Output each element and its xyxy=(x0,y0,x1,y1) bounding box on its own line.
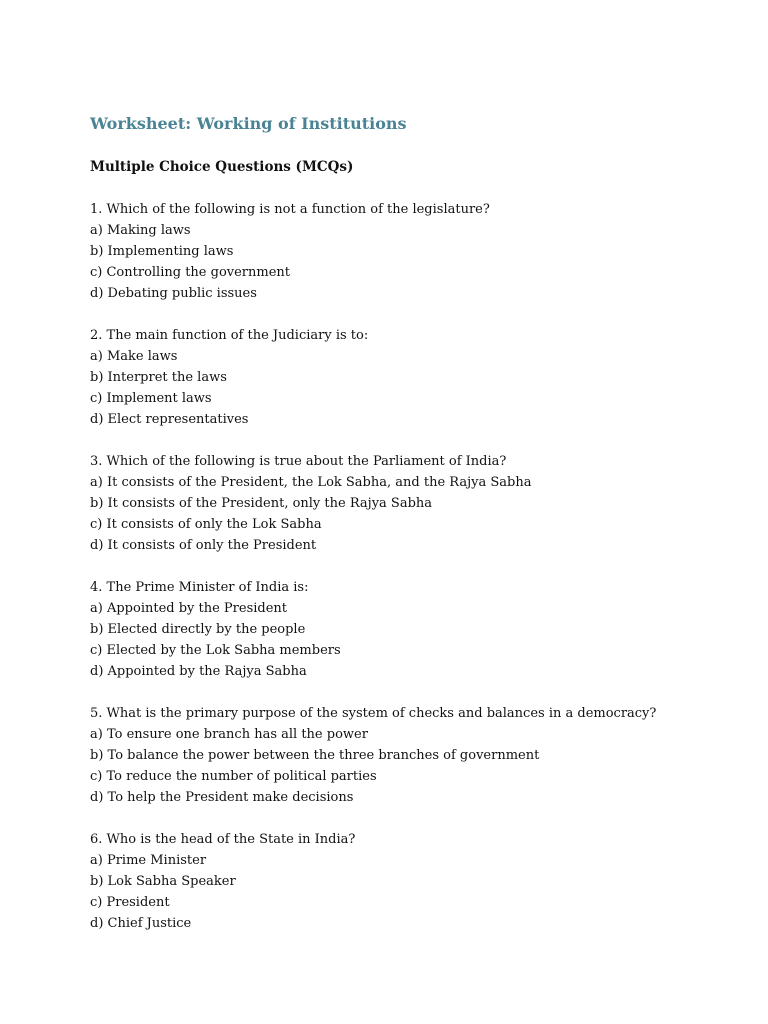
answer-option: a) Make laws xyxy=(90,349,178,364)
answer-option: d) Debating public issues xyxy=(90,286,257,301)
question-text: 2. The main function of the Judiciary is to: xyxy=(90,328,369,343)
answer-option: c) Controlling the government xyxy=(90,265,291,280)
answer-option: d) Appointed by the Rajya Sabha xyxy=(90,664,307,679)
answer-option: b) Lok Sabha Speaker xyxy=(90,874,236,889)
answer-option: c) President xyxy=(90,895,170,910)
answer-option: b) To balance the power between the three branches of government xyxy=(90,748,540,763)
answer-option: a) Prime Minister xyxy=(90,853,207,868)
answer-option: b) Implementing laws xyxy=(90,244,234,259)
question-block xyxy=(90,829,710,934)
worksheet-content xyxy=(90,112,710,934)
question-text: 1. Which of the following is not a function of the legislature? xyxy=(90,202,490,217)
answer-option: c) Implement laws xyxy=(90,391,212,406)
question-block xyxy=(90,199,710,304)
question-text: 6. Who is the head of the State in India? xyxy=(90,832,356,847)
answer-option: a) It consists of the President, the Lok Sabha, and the Rajya Sabha xyxy=(90,475,532,490)
question-block xyxy=(90,703,710,808)
worksheet-title: Worksheet: Working of Institutions xyxy=(90,114,407,133)
answer-option: a) Making laws xyxy=(90,223,191,238)
answer-option: b) Elected directly by the people xyxy=(90,622,306,637)
question-text: 5. What is the primary purpose of the system of checks and balances in a democracy? xyxy=(90,706,657,721)
question-block xyxy=(90,451,710,556)
question-text: 4. The Prime Minister of India is: xyxy=(90,580,309,595)
answer-option: a) To ensure one branch has all the power xyxy=(90,727,368,742)
section-heading: Multiple Choice Questions (MCQs) xyxy=(90,159,354,175)
answer-option: c) Elected by the Lok Sabha members xyxy=(90,643,341,658)
question-block xyxy=(90,577,710,682)
answer-option: d) Elect representatives xyxy=(90,412,249,427)
question-text: 3. Which of the following is true about the Parliament of India? xyxy=(90,454,507,469)
answer-option: b) Interpret the laws xyxy=(90,370,227,385)
answer-option: a) Appointed by the President xyxy=(90,601,288,616)
answer-option: b) It consists of the President, only the Rajya Sabha xyxy=(90,496,433,511)
question-block xyxy=(90,325,710,430)
answer-option: c) To reduce the number of political parties xyxy=(90,769,377,784)
answer-option: d) To help the President make decisions xyxy=(90,790,354,805)
answer-option: c) It consists of only the Lok Sabha xyxy=(90,517,322,532)
answer-option: d) It consists of only the President xyxy=(90,538,317,553)
answer-option: d) Chief Justice xyxy=(90,916,192,931)
